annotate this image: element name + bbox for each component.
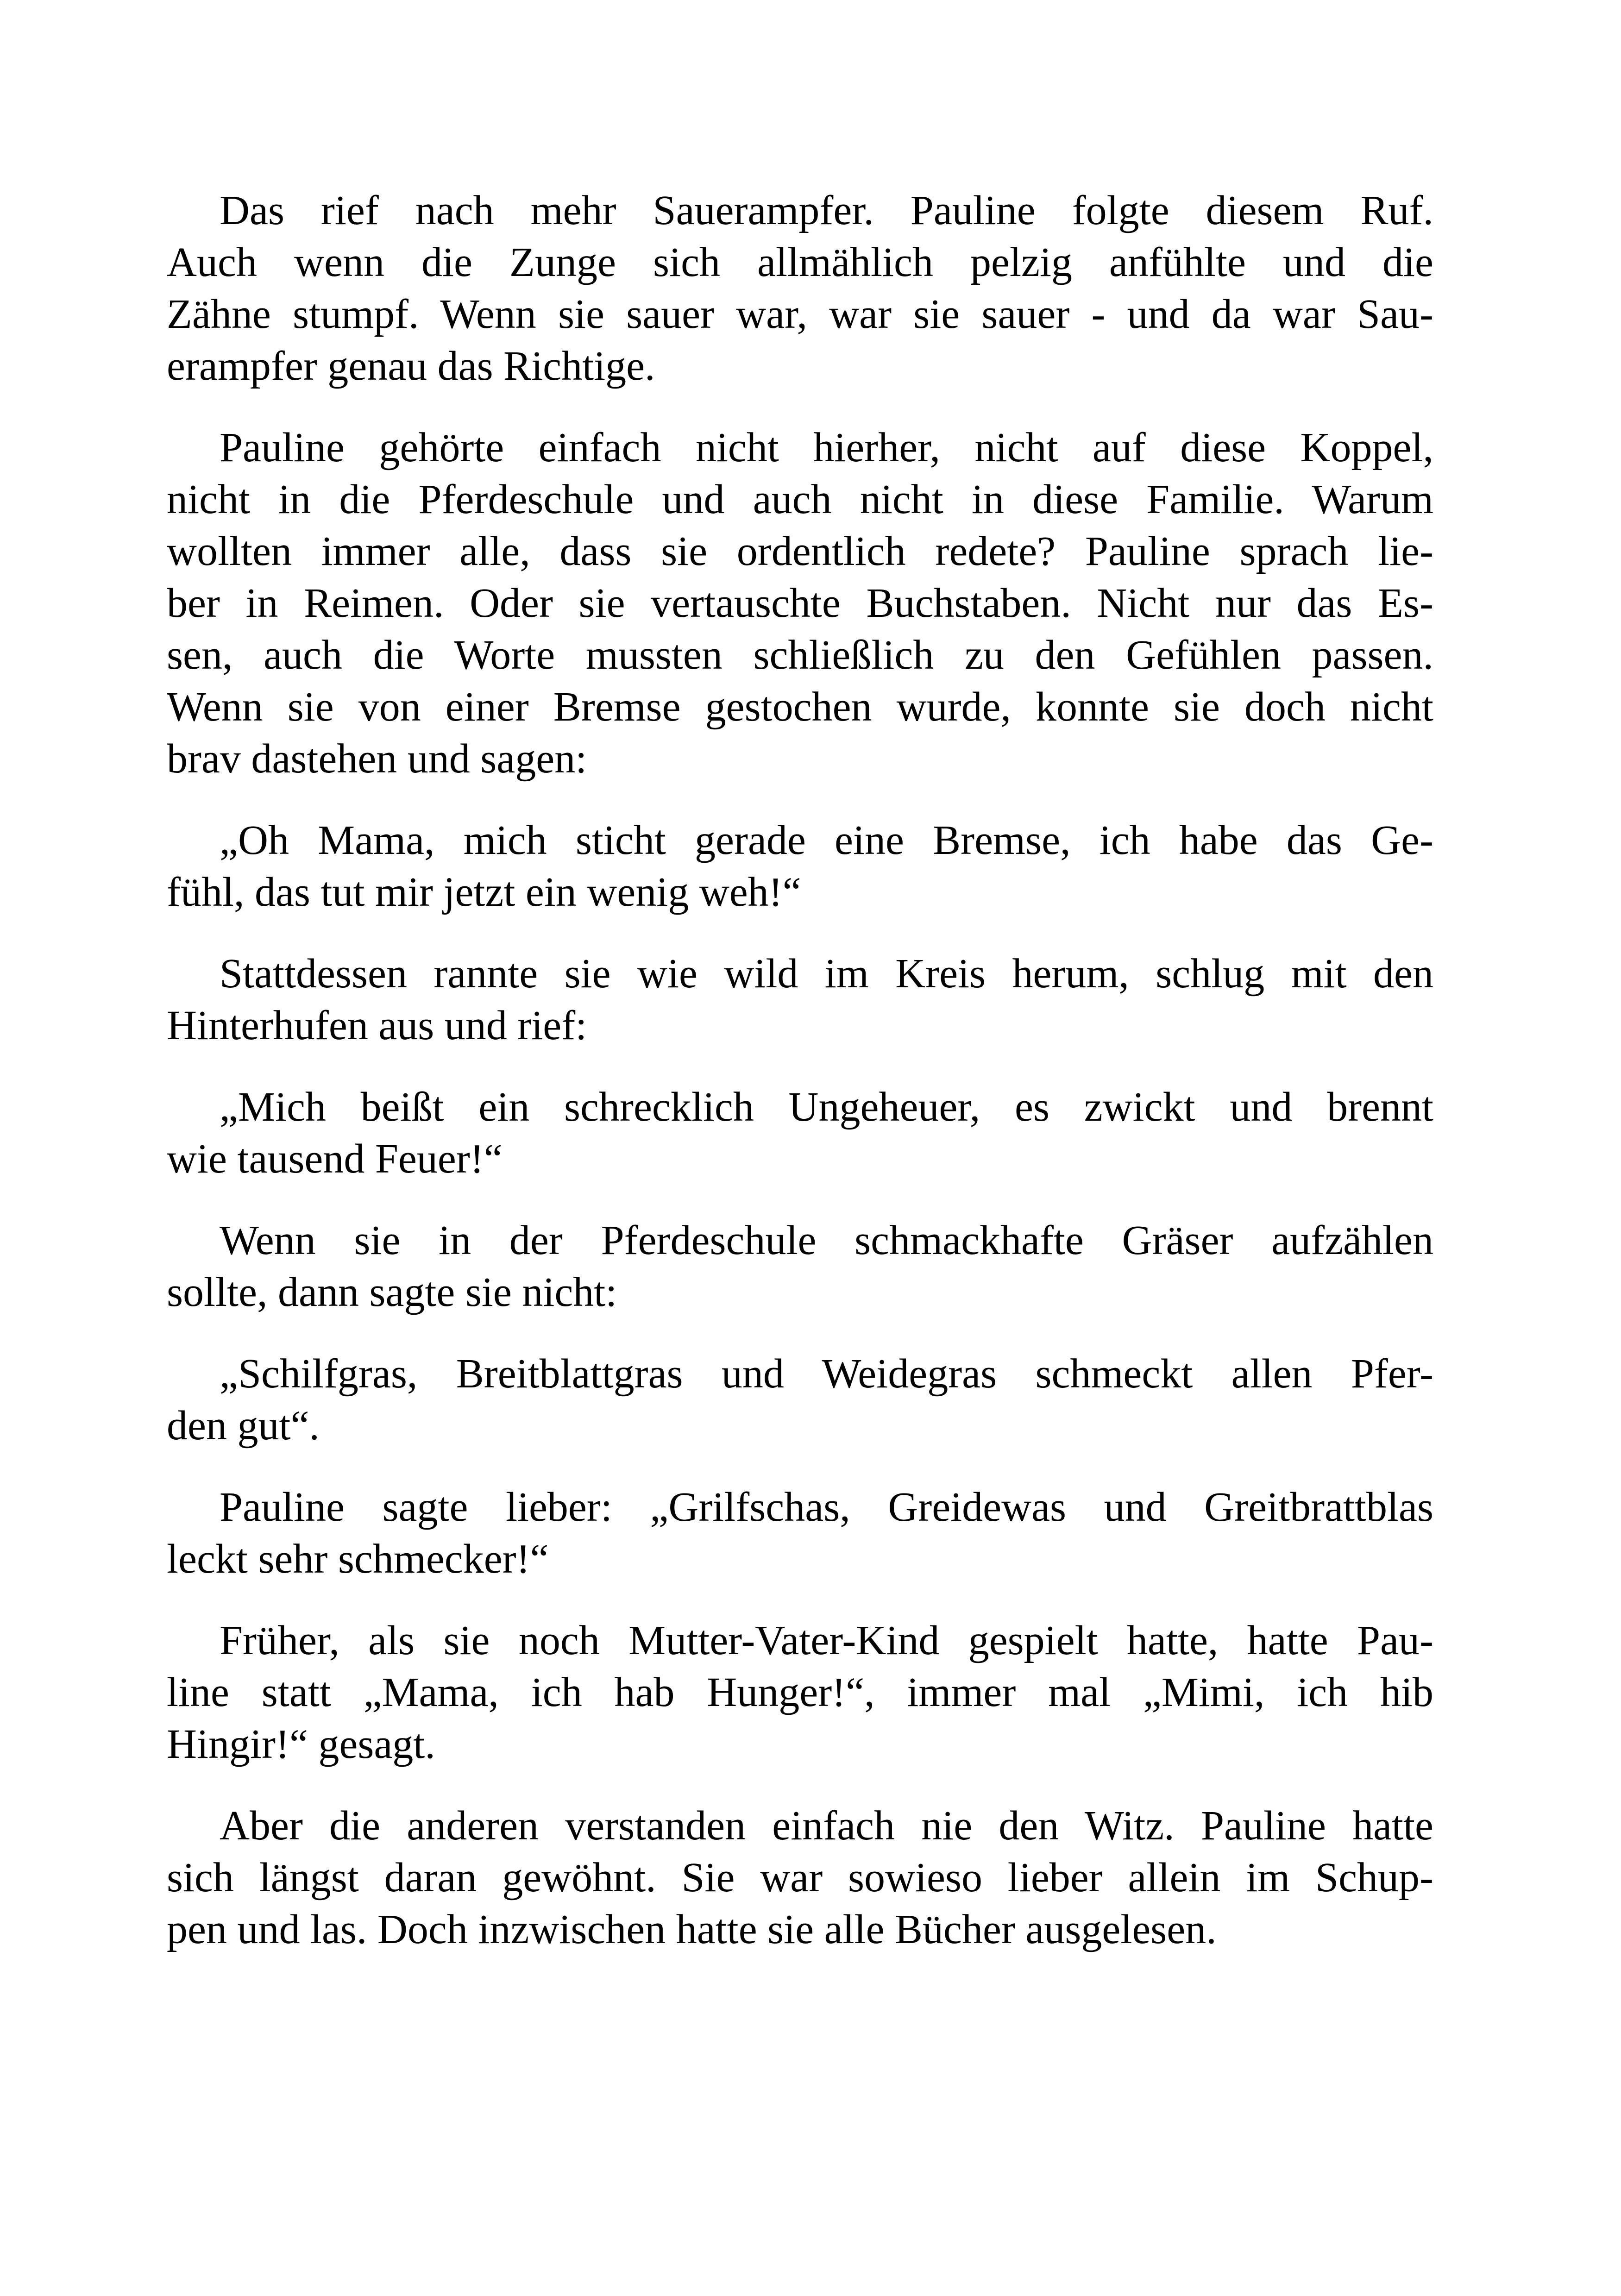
paragraph: [167, 1215, 1433, 1318]
text-line: sen, auch die Worte mussten schließlich zu den Gefühlen passen.: [167, 632, 1433, 678]
text-line: Zähne stumpf. Wenn sie sauer war, war sie sauer - und da war Sau-: [167, 291, 1433, 337]
text-line: Früher, als sie noch Mutter-Vater-Kind gespielt hatte, hatte Pau-: [220, 1618, 1433, 1663]
text-line: erampfer genau das Richtige.: [167, 343, 655, 389]
text-line: Das rief nach mehr Sauerampfer. Pauline folgte diesem Ruf.: [220, 188, 1433, 233]
text-line: „Schilfgras, Breitblattgras und Weidegras schmeckt allen Pfer-: [220, 1351, 1433, 1397]
text-line: wollten immer alle, dass sie ordentlich redete? Pauline sprach lie-: [167, 528, 1433, 574]
text-line: Wenn sie in der Pferdeschule schmackhafte Gräser aufzählen: [220, 1217, 1433, 1263]
text-line: ber in Reimen. Oder sie vertauschte Buchstaben. Nicht nur das Es-: [167, 580, 1433, 626]
paragraph: [167, 1348, 1433, 1452]
paragraph: [167, 948, 1433, 1052]
text-column: [167, 185, 1433, 1956]
text-line: sollte, dann sagte sie nicht:: [167, 1269, 617, 1315]
text-line: „Mich beißt ein schrecklich Ungeheuer, es zwickt und brennt: [220, 1084, 1433, 1130]
text-line: leckt sehr schmecker!“: [167, 1536, 549, 1582]
text-line: wie tausend Feuer!“: [167, 1136, 503, 1182]
text-line: den gut“.: [167, 1403, 320, 1449]
paragraph: [167, 422, 1433, 785]
text-line: sich längst daran gewöhnt. Sie war sowieso lieber allein im Schup-: [167, 1855, 1433, 1901]
text-line: Auch wenn die Zunge sich allmählich pelzig anfühlte und die: [167, 239, 1433, 285]
text-line: nicht in die Pferdeschule und auch nicht in diese Familie. Warum: [167, 477, 1433, 522]
text-line: Hingir!“ gesagt.: [167, 1721, 435, 1767]
text-line: line statt „Mama, ich hab Hunger!“, immer mal „Mimi, ich hib: [167, 1669, 1433, 1715]
text-line: Hinterhufen aus und rief:: [167, 1003, 587, 1048]
paragraph: [167, 815, 1433, 918]
text-line: Wenn sie von einer Bremse gestochen wurde, konnte sie doch nicht: [167, 684, 1433, 730]
text-line: Pauline sagte lieber: „Grilfschas, Greidewas und Greitbrattblas: [220, 1484, 1433, 1530]
paragraph: [167, 1800, 1433, 1956]
paragraph: [167, 185, 1433, 392]
text-line: pen und las. Doch inzwischen hatte sie alle Bücher ausgelesen.: [167, 1907, 1217, 1952]
text-line: brav dastehen und sagen:: [167, 736, 587, 782]
paragraph: [167, 1081, 1433, 1185]
text-line: Pauline gehörte einfach nicht hierher, nicht auf diese Koppel,: [220, 425, 1433, 470]
paragraph: [167, 1615, 1433, 1770]
text-line: „Oh Mama, mich sticht gerade eine Bremse, ich habe das Ge-: [220, 817, 1433, 863]
text-line: fühl, das tut mir jetzt ein wenig weh!“: [167, 869, 801, 915]
paragraph: [167, 1481, 1433, 1585]
text-line: Stattdessen rannte sie wie wild im Kreis herum, schlug mit den: [220, 951, 1433, 997]
text-line: Aber die anderen verstanden einfach nie den Witz. Pauline hatte: [220, 1803, 1433, 1849]
